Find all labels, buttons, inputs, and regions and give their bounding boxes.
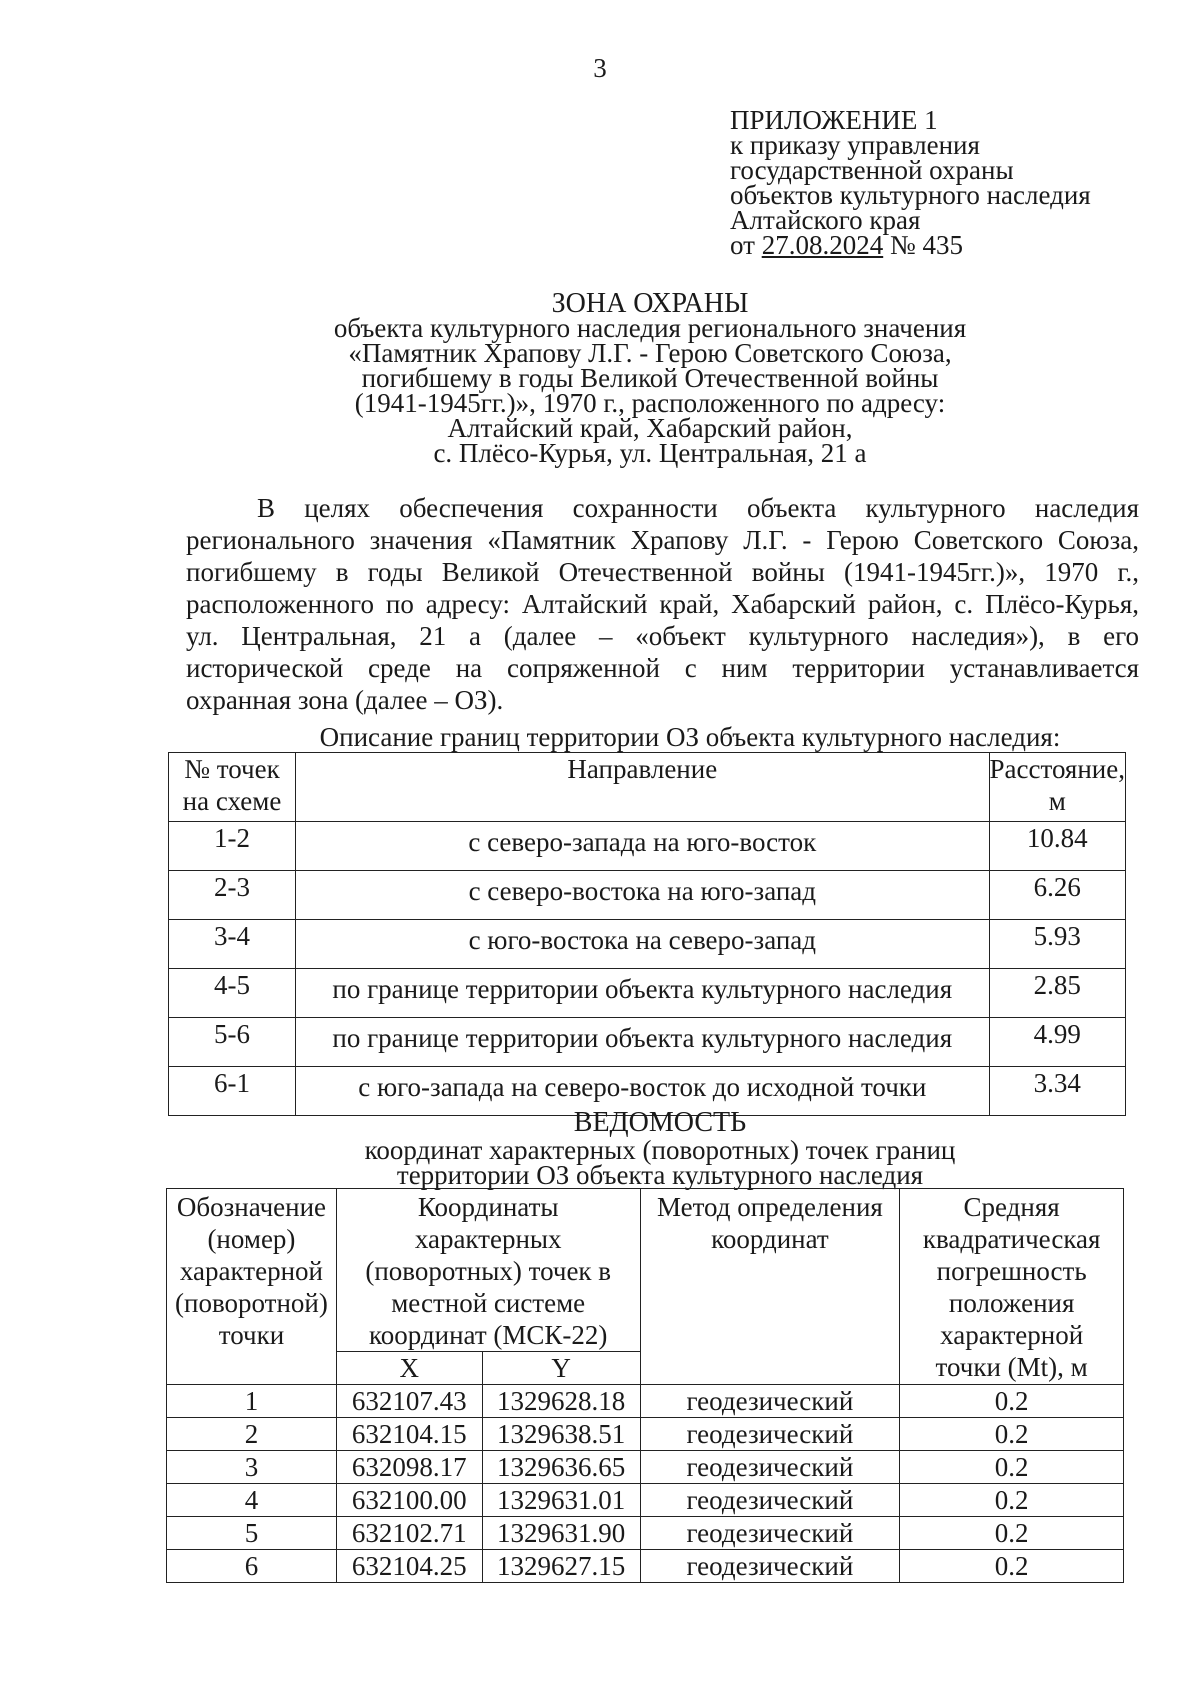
- boundary-row: [169, 822, 1126, 871]
- coordinates-row: [167, 1550, 1124, 1583]
- coordinates-cell-mt: 0.2: [900, 1550, 1124, 1583]
- zone-line: (1941-1945гг.)», 1970 г., расположенного по адресу:: [354, 388, 946, 418]
- boundary-cell-distance: 6.26: [989, 871, 1125, 920]
- header-points: № точек на схеме: [169, 753, 296, 822]
- coordinates-cell-method: геодезический: [640, 1550, 900, 1583]
- boundary-cell-direction: с юго-востока на северо-запад: [296, 920, 989, 969]
- header-line: (поворотных) точек в: [365, 1256, 612, 1286]
- appendix-line: объектов культурного наследия: [730, 180, 1091, 210]
- boundary-cell-points: 5-6: [169, 1018, 296, 1067]
- appendix-block: [730, 105, 1091, 260]
- zone-line: погибшему в годы Великой Отечественной войны: [361, 363, 939, 393]
- appendix-line: к приказу управления: [730, 130, 980, 160]
- boundary-cell-direction: по границе территории объекта культурного наследия: [296, 969, 989, 1018]
- header-designation: [167, 1189, 337, 1385]
- header-direction: Направление: [296, 753, 989, 822]
- coordinates-title: ВЕДОМОСТЬ: [573, 1107, 747, 1138]
- coordinates-cell-mt: 0.2: [900, 1517, 1124, 1550]
- header-line: (номер): [207, 1224, 296, 1254]
- coordinates-cell-method: геодезический: [640, 1484, 900, 1517]
- boundary-cell-distance: 10.84: [989, 822, 1125, 871]
- boundary-cell-direction: с северо-запада на юго-восток: [296, 822, 989, 871]
- boundary-cell-distance: 5.93: [989, 920, 1125, 969]
- zone-line: с. Плёсо-Курья, ул. Центральная, 21 а: [433, 438, 867, 468]
- header-coordinates: [336, 1189, 640, 1352]
- header-line: характерной: [179, 1256, 323, 1286]
- boundary-row: [169, 1018, 1126, 1067]
- coordinates-cell-y: 1329631.01: [482, 1484, 640, 1517]
- coordinates-row: [167, 1517, 1124, 1550]
- paragraph-line: расположенного по адресу: Алтайский край, Хабарский район, с. Плёсо-Курья,: [186, 589, 1139, 619]
- header-line: Средняя: [963, 1192, 1060, 1222]
- coordinates-cell-y: 1329636.65: [482, 1451, 640, 1484]
- boundary-table: [168, 752, 1126, 1116]
- header-distance: Расстояние, м: [989, 753, 1125, 822]
- coordinates-cell-method: геодезический: [640, 1517, 900, 1550]
- boundary-row: [169, 920, 1126, 969]
- coordinates-cell-method: геодезический: [640, 1418, 900, 1451]
- header-line: характерной: [940, 1320, 1084, 1350]
- coordinates-cell-y: 1329628.18: [482, 1385, 640, 1418]
- paragraph-line: погибшему в годы Великой Отечественной войны (1941-1945гг.)», 1970 г.,: [186, 557, 1139, 587]
- boundary-cell-distance: 2.85: [989, 969, 1125, 1018]
- header-line: Координаты: [417, 1192, 559, 1222]
- header-line: Метод определения: [656, 1192, 883, 1222]
- coordinates-table: [166, 1188, 1124, 1583]
- boundary-cell-points: 3-4: [169, 920, 296, 969]
- header-line: координат: [711, 1224, 829, 1254]
- paragraph-line: исторической среде на сопряженной с ним территории устанавливается: [186, 653, 1139, 683]
- coordinates-cell-x: 632104.25: [336, 1550, 482, 1583]
- coordinates-row: [167, 1484, 1124, 1517]
- coordinates-cell-x: 632107.43: [336, 1385, 482, 1418]
- boundary-cell-points: 2-3: [169, 871, 296, 920]
- header-line: квадратическая: [922, 1224, 1101, 1254]
- paragraph-line: В целях обеспечения сохранности объекта культурного наследия: [257, 493, 1139, 523]
- paragraph-line: охранная зона (далее – ОЗ).: [186, 685, 504, 715]
- date-prefix: от: [730, 230, 762, 260]
- boundary-cell-points: 4-5: [169, 969, 296, 1018]
- coordinates-cell-x: 632102.71: [336, 1517, 482, 1550]
- page-number: 3: [593, 53, 607, 83]
- header-line: положения: [948, 1288, 1075, 1318]
- boundary-row: [169, 969, 1126, 1018]
- appendix-date: 27.08.2024: [761, 230, 884, 260]
- coordinates-cell-mt: 0.2: [900, 1484, 1124, 1517]
- header-line: погрешность: [936, 1256, 1087, 1286]
- coordinates-header: [300, 1108, 1020, 1188]
- paragraph-line: регионального значения «Памятник Храпову Л.Г. - Герою Советского Союза,: [186, 525, 1139, 555]
- header-method: [640, 1189, 900, 1385]
- coordinates-row: [167, 1385, 1124, 1418]
- coordinates-cell-n: 6: [167, 1550, 337, 1583]
- coordinates-cell-method: геодезический: [640, 1451, 900, 1484]
- header-line: координат (МСК-22): [369, 1320, 608, 1350]
- coordinates-cell-y: 1329638.51: [482, 1418, 640, 1451]
- boundary-cell-direction: с северо-востока на юго-запад: [296, 871, 989, 920]
- boundary-table-caption: Описание границ территории ОЗ объекта культурного наследия:: [319, 722, 1061, 752]
- zone-title: ЗОНА ОХРАНЫ: [551, 288, 749, 319]
- zone-line: Алтайский край, Хабарский район,: [447, 413, 853, 443]
- boundary-cell-points: 6-1: [169, 1067, 296, 1116]
- header-line: Обозначение: [176, 1192, 327, 1222]
- boundary-cell-distance: 3.34: [989, 1067, 1125, 1116]
- coordinates-cell-y: 1329631.90: [482, 1517, 640, 1550]
- coordinates-subtitle-line: территории ОЗ объекта культурного наследия: [396, 1160, 924, 1190]
- header-line: (поворотной): [175, 1288, 328, 1318]
- coordinates-cell-mt: 0.2: [900, 1451, 1124, 1484]
- coordinates-cell-x: 632100.00: [336, 1484, 482, 1517]
- zone-line: «Памятник Храпову Л.Г. - Герою Советского Союза,: [348, 338, 952, 368]
- coordinates-row: [167, 1418, 1124, 1451]
- header-error: [900, 1189, 1124, 1385]
- zone-line: объекта культурного наследия регионального значения: [333, 313, 967, 343]
- zone-header: [300, 288, 1000, 468]
- coordinates-cell-n: 3: [167, 1451, 337, 1484]
- coordinates-cell-n: 4: [167, 1484, 337, 1517]
- coordinates-cell-method: геодезический: [640, 1385, 900, 1418]
- header-line: точки: [218, 1320, 285, 1350]
- boundary-cell-direction: по границе территории объекта культурного наследия: [296, 1018, 989, 1067]
- header-x: X: [336, 1352, 482, 1385]
- body-paragraph: [186, 492, 1139, 716]
- appendix-line: Алтайского края: [730, 205, 921, 235]
- header-line: точки (Mt), м: [935, 1352, 1088, 1382]
- coordinates-cell-n: 2: [167, 1418, 337, 1451]
- coordinates-cell-x: 632104.15: [336, 1418, 482, 1451]
- coordinates-cell-mt: 0.2: [900, 1385, 1124, 1418]
- paragraph-line: ул. Центральная, 21 а (далее – «объект культурного наследия»), в его: [186, 621, 1139, 651]
- appendix-date-line: [730, 230, 1091, 260]
- coordinates-cell-mt: 0.2: [900, 1418, 1124, 1451]
- coordinates-cell-n: 5: [167, 1517, 337, 1550]
- coordinates-cell-n: 1: [167, 1385, 337, 1418]
- coordinates-cell-x: 632098.17: [336, 1451, 482, 1484]
- coordinates-row: [167, 1451, 1124, 1484]
- coordinates-table-header: [167, 1189, 1124, 1352]
- boundary-table-header: [169, 753, 1126, 822]
- header-line: местной системе: [391, 1288, 586, 1318]
- header-y: Y: [482, 1352, 640, 1385]
- boundary-cell-points: 1-2: [169, 822, 296, 871]
- boundary-cell-direction: с юго-запада на северо-восток до исходной точки: [296, 1067, 989, 1116]
- appendix-title: ПРИЛОЖЕНИЕ 1: [730, 105, 938, 135]
- appendix-number: № 435: [883, 230, 963, 260]
- coordinates-cell-y: 1329627.15: [482, 1550, 640, 1583]
- appendix-line: государственной охраны: [730, 155, 1014, 185]
- boundary-cell-distance: 4.99: [989, 1018, 1125, 1067]
- coordinates-subtitle-line: координат характерных (поворотных) точек границ: [364, 1135, 956, 1165]
- boundary-row: [169, 871, 1126, 920]
- header-line: характерных: [414, 1224, 562, 1254]
